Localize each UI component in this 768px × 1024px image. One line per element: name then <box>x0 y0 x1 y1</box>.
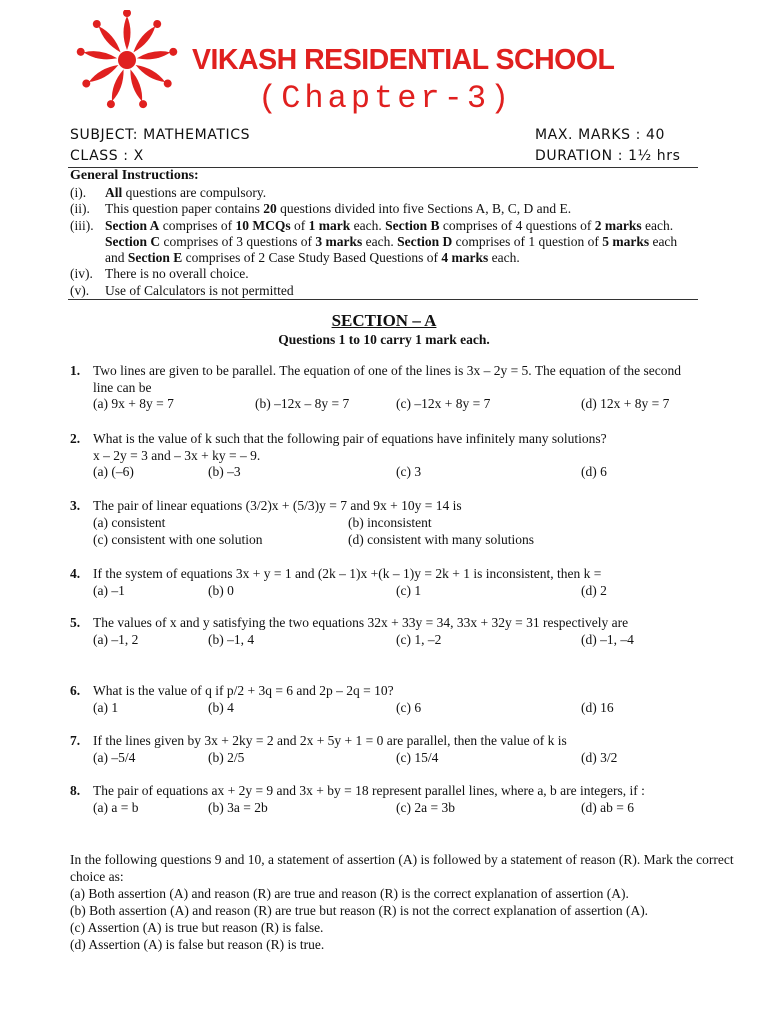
chapter-title: (Chapter-3) <box>258 80 514 117</box>
answer-option: (c) consistent with one solution <box>93 531 263 547</box>
question-number: 7. <box>70 733 81 748</box>
question-2 <box>70 431 700 481</box>
instruction-item <box>70 201 700 217</box>
answer-option: (b) –1, 4 <box>208 631 255 647</box>
options-row <box>93 700 700 717</box>
assertion-choice: (a) Both assertion (A) and reason (R) are true and reason (R) is the correct explanation of assertion (A). <box>70 886 629 901</box>
question-number: 5. <box>70 615 81 630</box>
answer-option: (d) –1, –4 <box>581 631 634 647</box>
assertion-choice: (d) Assertion (A) is false but reason (R) is true. <box>70 937 325 952</box>
instruction-text: There is no overall choice. <box>105 266 249 282</box>
instruction-number: (ii). <box>70 201 90 217</box>
answer-option: (b) –3 <box>208 464 241 479</box>
instruction-text: Section A comprises of 10 MCQs of 1 mark each. Section B comprises of 4 questions of 2 marks each. Section C comprises of 3 questions of 3 marks each. Section D comprises of 1 question of 5 marks each and Section E comprises of 2 Case Study Based Questions of 4 marks each. <box>105 217 678 266</box>
instruction-number: (v). <box>70 282 90 298</box>
question-1 <box>70 363 700 413</box>
instructions-list <box>70 185 700 299</box>
answer-option: (b) 2/5 <box>208 749 245 765</box>
question-number: 6. <box>70 683 81 698</box>
question-7 <box>70 733 700 767</box>
instructions-title: General Instructions: <box>70 168 199 183</box>
max-marks-label: MAX. MARKS : 40 <box>535 127 666 143</box>
instruction-text: Use of Calculators is not permitted <box>105 282 294 298</box>
options-row <box>93 515 700 532</box>
instruction-number: (iii). <box>70 217 94 233</box>
answer-option: (b) –12x – 8y = 7 <box>255 396 350 411</box>
assertion-block <box>70 851 740 953</box>
answer-option: (c) 1, –2 <box>396 631 442 647</box>
assertion-choice: (c) Assertion (A) is true but reason (R) is false. <box>70 920 324 935</box>
question-text: The values of x and y satisfying the two equations 32x + 33y = 34, 33x + 32y = 31 respectively are <box>93 615 629 630</box>
options-row <box>93 583 700 600</box>
question-number: 2. <box>70 431 81 446</box>
answer-option: (b) inconsistent <box>348 514 432 530</box>
assertion-choice: (b) Both assertion (A) and reason (R) are true but reason (R) is not the correct explanation of assertion (A). <box>70 903 649 918</box>
instruction-number: (i). <box>70 185 87 200</box>
school-logo-icon <box>70 10 185 110</box>
question-text: If the lines given by 3x + 2ky = 2 and 2x + 5y + 1 = 0 are parallel, then the value of k is <box>93 733 567 748</box>
answer-option: (b) 0 <box>208 582 234 598</box>
answer-option: (a) –5/4 <box>93 749 136 765</box>
question-text: If the system of equations 3x + y = 1 and (2k – 1)x +(k – 1)y = 2k + 1 is inconsistent, then k = <box>93 566 602 581</box>
question-extra: x – 2y = 3 and – 3x + ky = – 9. <box>93 447 261 463</box>
answer-option: (b) 3a = 2b <box>208 799 268 815</box>
class-label: CLASS : X <box>70 148 144 164</box>
instructions-divider <box>68 299 698 300</box>
instruction-number: (iv). <box>70 266 93 282</box>
assertion-intro: In the following questions 9 and 10, a statement of assertion (A) is followed by a statement of reason (R). Mark the correct choice as: <box>70 852 734 884</box>
question-8 <box>70 783 700 817</box>
instruction-item <box>70 283 700 299</box>
answer-option: (a) –1 <box>93 582 125 598</box>
answer-option: (d) 3/2 <box>581 749 618 765</box>
answer-option: (d) 16 <box>581 699 614 715</box>
instruction-text: This question paper contains 20 questions divided into five Sections A, B, C, D and E. <box>105 201 572 217</box>
question-text: The pair of equations ax + 2y = 9 and 3x + by = 18 represent parallel lines, where a, b are integers, if : <box>93 783 645 798</box>
instruction-item <box>70 266 700 282</box>
answer-option: (a) –1, 2 <box>93 631 139 647</box>
school-name: VIKASH RESIDENTIAL SCHOOL <box>192 44 615 76</box>
answer-option: (c) 6 <box>396 699 422 715</box>
options-row <box>93 464 700 481</box>
question-3 <box>70 498 700 549</box>
question-number: 4. <box>70 566 81 581</box>
question-text: What is the value of k such that the following pair of equations have infinitely many solutions? <box>93 431 607 446</box>
options-row <box>93 532 700 549</box>
options-row <box>93 396 700 413</box>
answer-option: (c) –12x + 8y = 7 <box>396 396 491 411</box>
answer-option: (b) 4 <box>208 699 234 715</box>
instruction-item <box>70 185 700 201</box>
answer-option: (c) 2a = 3b <box>396 799 455 815</box>
options-row <box>93 750 700 767</box>
instruction-text: All questions are compulsory. <box>105 185 267 200</box>
question-text: What is the value of q if p/2 + 3q = 6 and 2p – 2q = 10? <box>93 683 394 698</box>
assertion-choices <box>70 885 740 953</box>
subject-label: SUBJECT: MATHEMATICS <box>70 127 251 143</box>
answer-option: (a) 9x + 8y = 7 <box>93 396 174 411</box>
question-text: Two lines are given to be parallel. The equation of one of the lines is 3x – 2y = 5. The equation of the second line can be <box>93 363 682 395</box>
instruction-item <box>70 218 700 267</box>
question-6 <box>70 683 700 717</box>
answer-option: (d) 12x + 8y = 7 <box>581 396 670 411</box>
question-number: 1. <box>70 363 81 378</box>
question-number: 8. <box>70 783 81 798</box>
question-4 <box>70 566 700 600</box>
answer-option: (d) 6 <box>581 464 607 479</box>
answer-option: (c) 15/4 <box>396 749 439 765</box>
answer-option: (c) 3 <box>396 464 422 479</box>
answer-option: (a) (–6) <box>93 464 134 479</box>
answer-option: (a) consistent <box>93 514 166 530</box>
section-subtitle: Questions 1 to 10 carry 1 mark each. <box>278 332 490 347</box>
answer-option: (d) ab = 6 <box>581 799 634 815</box>
question-5 <box>70 615 700 649</box>
question-number: 3. <box>70 498 81 513</box>
duration-label: DURATION : 1½ hrs <box>535 148 681 164</box>
section-title: SECTION – A <box>331 311 437 330</box>
answer-option: (d) 2 <box>581 582 607 598</box>
options-row <box>93 632 700 649</box>
answer-option: (d) consistent with many solutions <box>348 531 534 547</box>
question-text: The pair of linear equations (3/2)x + (5/3)y = 7 and 9x + 10y = 14 is <box>93 498 462 513</box>
answer-option: (a) 1 <box>93 699 119 715</box>
options-row <box>93 800 700 817</box>
answer-option: (c) 1 <box>396 582 422 598</box>
answer-option: (a) a = b <box>93 799 139 815</box>
